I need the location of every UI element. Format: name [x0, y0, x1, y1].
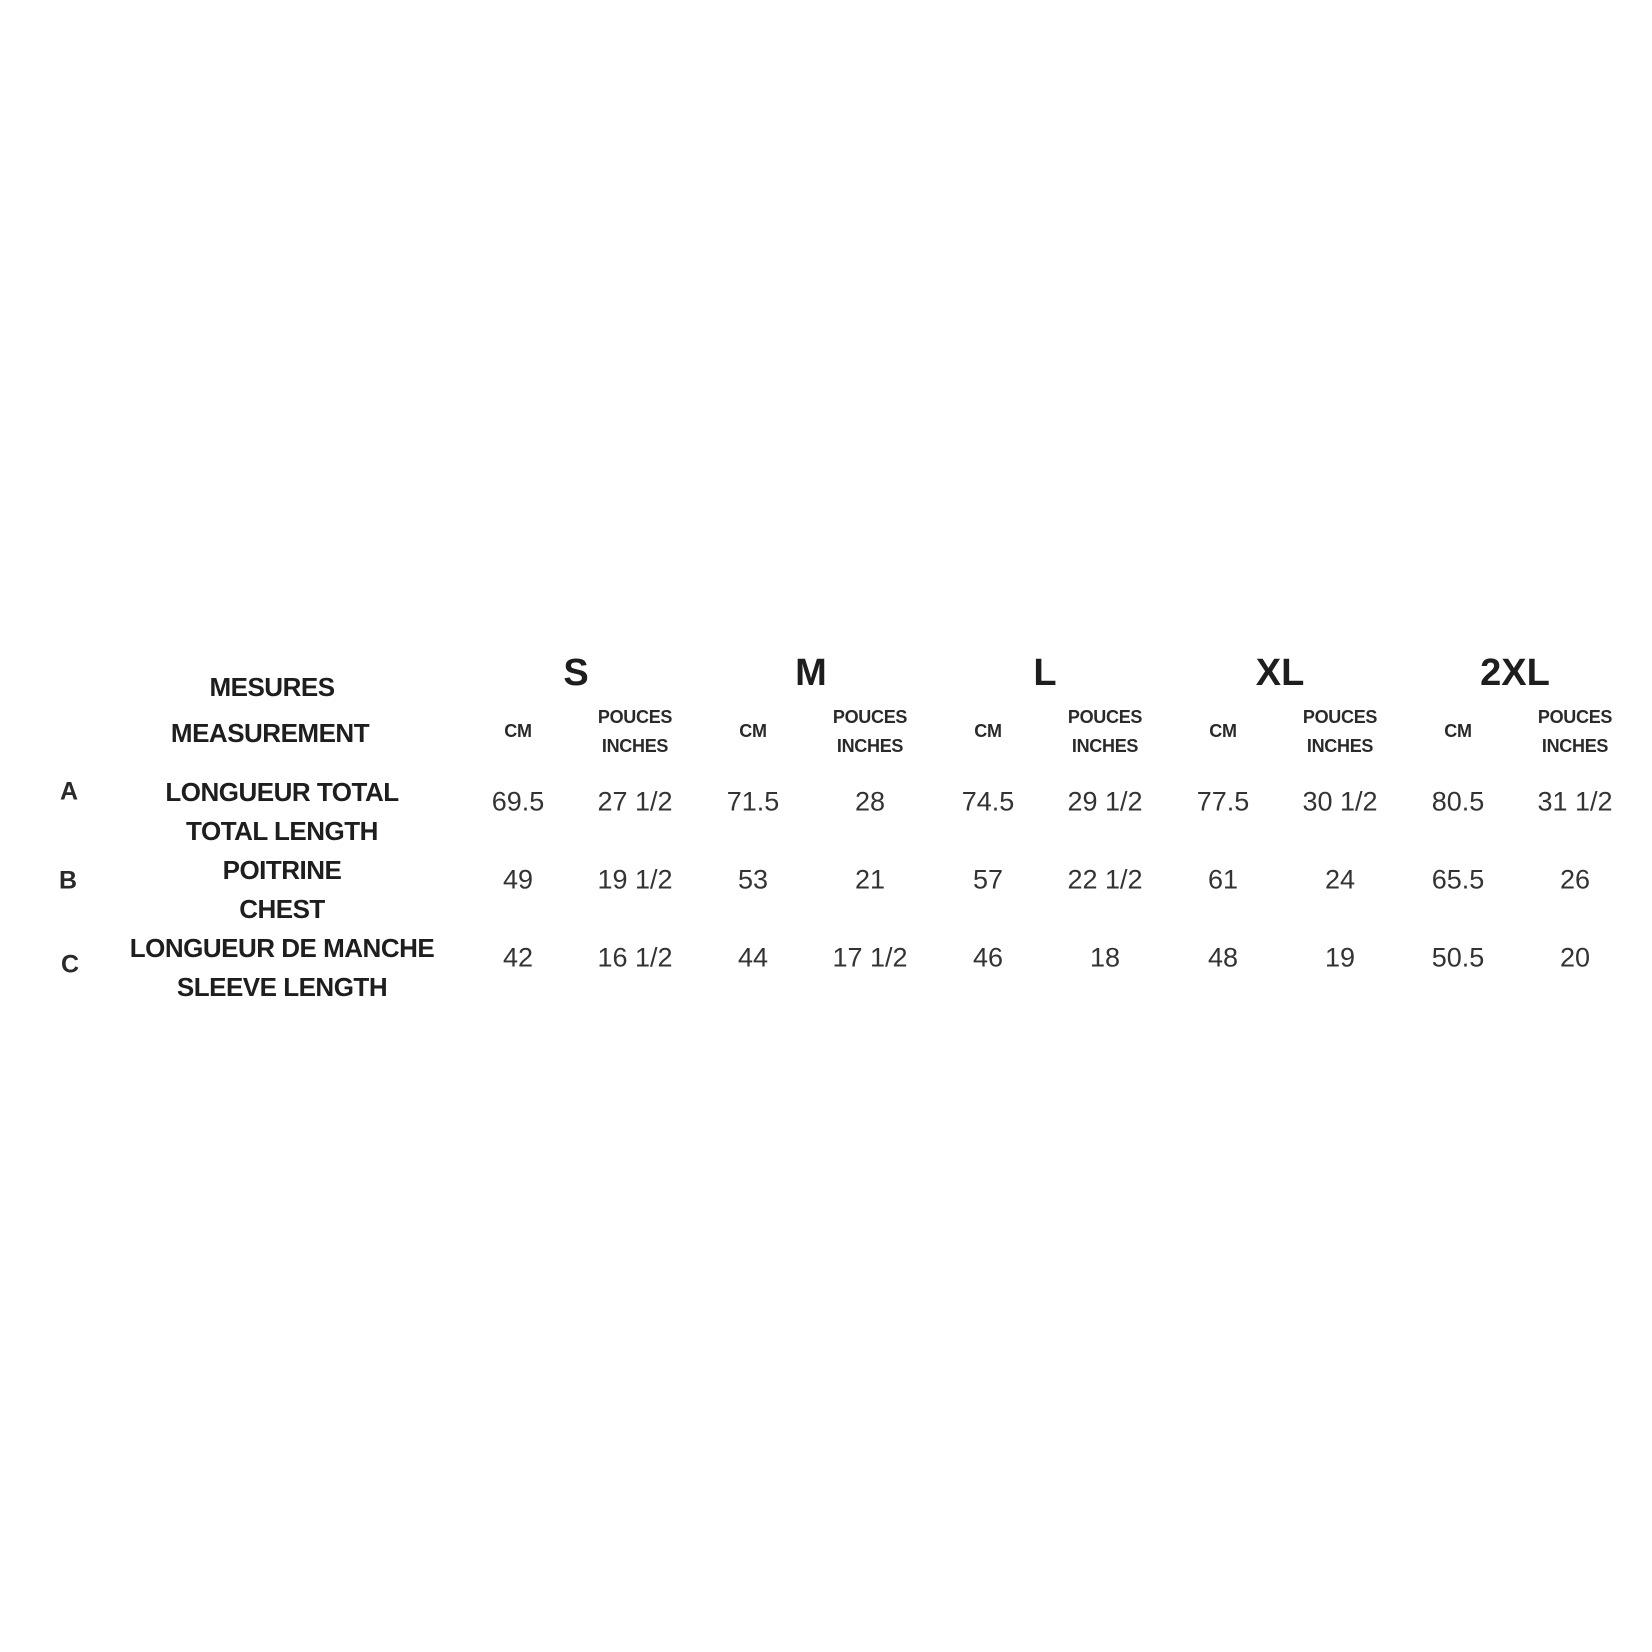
- unit-cm-xl: CM: [1209, 721, 1237, 741]
- cell-a-m-cm: 71.5: [726, 786, 780, 817]
- cell-b-s-cm: 49: [502, 864, 534, 895]
- unit-inches-s: INCHES: [601, 736, 669, 756]
- cell-c-l-in: 18: [1089, 942, 1121, 973]
- size-header-l: L: [1033, 652, 1057, 694]
- header-title-en: MEASUREMENT: [170, 718, 370, 748]
- unit-cm-l: CM: [974, 721, 1002, 741]
- unit-cm-2xl: CM: [1444, 721, 1472, 741]
- row-letter-c: C: [60, 950, 80, 979]
- cell-a-s-cm: 69.5: [491, 786, 545, 817]
- unit-inches-2xl: INCHES: [1541, 736, 1609, 756]
- cell-c-s-in: 16 1/2: [597, 942, 673, 973]
- cell-c-2xl-in: 20: [1559, 942, 1591, 973]
- unit-inches-xl: INCHES: [1306, 736, 1374, 756]
- row-label-fr-a: LONGUEUR TOTAL: [165, 777, 399, 807]
- cell-b-m-cm: 53: [737, 864, 769, 895]
- unit-cm-s: CM: [504, 721, 532, 741]
- cell-a-l-cm: 74.5: [961, 786, 1015, 817]
- unit-inches-l: INCHES: [1071, 736, 1139, 756]
- unit-pouces-s: POUCES: [597, 707, 673, 727]
- cell-b-xl-in: 24: [1324, 864, 1356, 895]
- row-label-fr-c: LONGUEUR DE MANCHE: [129, 933, 435, 963]
- cell-c-xl-in: 19: [1324, 942, 1356, 973]
- cell-c-m-cm: 44: [737, 942, 769, 973]
- cell-b-2xl-cm: 65.5: [1431, 864, 1485, 895]
- cell-b-xl-cm: 61: [1207, 864, 1239, 895]
- cell-c-m-in: 17 1/2: [832, 942, 908, 973]
- cell-b-l-cm: 57: [972, 864, 1004, 895]
- cell-c-xl-cm: 48: [1207, 942, 1239, 973]
- cell-a-xl-in: 30 1/2: [1302, 786, 1378, 817]
- cell-c-s-cm: 42: [502, 942, 534, 973]
- unit-pouces-2xl: POUCES: [1537, 707, 1613, 727]
- row-label-en-c: SLEEVE LENGTH: [176, 972, 388, 1002]
- row-letter-b: B: [58, 866, 78, 895]
- size-header-s: S: [563, 652, 589, 694]
- cell-b-m-in: 21: [854, 864, 886, 895]
- row-letter-a: A: [59, 777, 79, 806]
- cell-a-2xl-in: 31 1/2: [1537, 786, 1613, 817]
- cell-a-xl-cm: 77.5: [1196, 786, 1250, 817]
- cell-b-s-in: 19 1/2: [597, 864, 673, 895]
- unit-cm-m: CM: [739, 721, 767, 741]
- row-label-en-b: CHEST: [239, 894, 325, 924]
- cell-a-s-in: 27 1/2: [597, 786, 673, 817]
- unit-inches-m: INCHES: [836, 736, 904, 756]
- size-header-xl: XL: [1255, 652, 1305, 694]
- cell-a-m-in: 28: [854, 786, 886, 817]
- row-label-fr-b: POITRINE: [222, 855, 342, 885]
- row-label-en-a: TOTAL LENGTH: [186, 816, 378, 846]
- unit-pouces-m: POUCES: [832, 707, 908, 727]
- header-title-fr: MESURES: [209, 672, 335, 702]
- cell-a-l-in: 29 1/2: [1067, 786, 1143, 817]
- size-header-2xl: 2XL: [1480, 652, 1550, 694]
- cell-c-2xl-cm: 50.5: [1431, 942, 1485, 973]
- cell-c-l-cm: 46: [972, 942, 1004, 973]
- cell-b-2xl-in: 26: [1559, 864, 1591, 895]
- unit-pouces-l: POUCES: [1067, 707, 1143, 727]
- size-header-m: M: [795, 652, 827, 694]
- cell-a-2xl-cm: 80.5: [1431, 786, 1485, 817]
- unit-pouces-xl: POUCES: [1302, 707, 1378, 727]
- cell-b-l-in: 22 1/2: [1067, 864, 1143, 895]
